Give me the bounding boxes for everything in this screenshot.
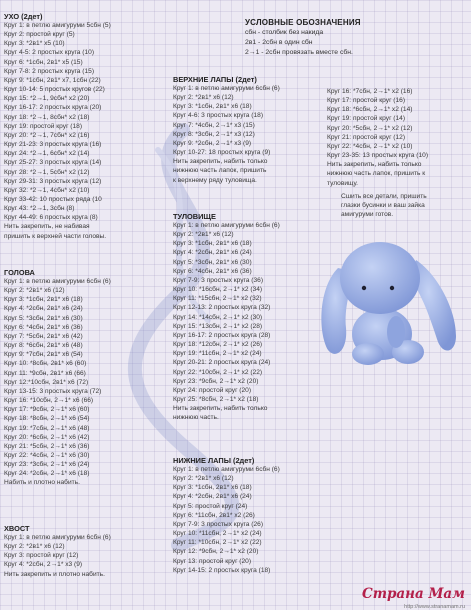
pattern-row: Круг 4: *2сбн, 2в1* х6 (24) [173,493,252,501]
pattern-row: Круг 14-15: 2 простых круга (18) [173,566,271,574]
section-ears [4,12,164,241]
legend-line: 2в1 - 2сбн в один сбн [245,39,313,46]
section-lines [4,21,164,241]
pattern-row: Круг 1: в петлю амигуруми 6сбн (6) [4,278,111,285]
pattern-row: Круг 8: *6сбн, 2в1* х6 (48) [4,342,83,350]
pattern-row: Круг 2: *2в1* х6 (12) [173,231,234,239]
pattern-row: Круг 2: простой круг (5) [4,31,75,39]
section-lower-paws-continued [327,87,471,188]
pattern-row: Нить закрепить, набить только [173,158,268,166]
pattern-row: пришить к верхней части головы. [4,232,107,240]
pattern-row: Круг 23: *3сбн, 2→1* х6 (24) [4,461,90,469]
section-title: ГОЛОВА [4,268,35,277]
pattern-row: Круг 18: *8сбн, 2→1* х6 (54) [4,415,90,423]
pattern-row: Круг 21: простой круг (12) [327,133,406,141]
pattern-row: Круг 21: *5сбн, 2→1* х6 (36) [4,442,90,450]
section-title: ВЕРХНИЕ ЛАПЫ (2дет) [173,75,257,84]
pattern-row: Круг 3: *1сбн, 2в1* х6 (18) [173,103,252,111]
pattern-row: Круг 10: *16сбн, 2→1* х2 (34) [173,286,263,294]
pattern-row: к верхнему ряду туловища. [173,176,257,184]
pattern-row: Круг 33-42: 10 простых ряда (10 [4,195,102,203]
pattern-row: Круг 14: *14сбн, 2→1* х2 (30) [173,313,263,321]
pattern-row: Круг 3: простой круг (12) [4,552,79,560]
pattern-row: Круг 12-13: 2 простых круга (32) [173,304,271,312]
pattern-row: Круг 18: *2→1, 8сбн* х2 (18) [4,113,90,121]
pattern-row: Круг 23: *9сбн, 2→1* х2 (20) [173,377,259,385]
logo-brand: Страна Мам [361,586,465,602]
pattern-row: Круг 12:*10сбн, 2в1* х6 (72) [4,378,89,386]
site-logo [327,580,471,610]
pattern-row: Круг 9: *2сбн, 2→1* х3 (9) [173,139,252,147]
pattern-row: Круг 2: *2в1* х6 (12) [173,475,234,483]
pattern-row: Набить и плотно набить. [4,479,80,487]
pattern-row: Круг 18: *12сбн, 2→1* х2 (26) [173,341,263,349]
pattern-row: Нить закрепить, набить только [173,405,268,413]
pattern-row: Круг 11: *9сбн, 2в1* х6 (66) [4,369,86,377]
pattern-row: Круг 16: *7сбн, 2→1* х2 (16) [327,88,413,95]
pattern-row: Круг 1: в петлю амигуруми 6сбн (6) [4,534,111,541]
pattern-row: амигуруми готов. [341,211,394,219]
pattern-row: Круг 22: *4сбн, 2→1* х2 (10) [327,142,413,150]
legend [245,17,445,58]
pattern-row: Круг 16: *10сбн, 2→1* х6 (66) [4,397,94,405]
pattern-row: Круг 16-17: 2 простых круга (28) [173,331,271,339]
pattern-row: Круг 5: *3сбн, 2в1* х6 (30) [173,258,252,266]
section-lines [173,84,333,185]
section-tail [4,524,164,579]
section-title: ТУЛОВИЩЕ [173,212,216,221]
pattern-row: Круг 20: *2→1, 7сбн* х2 (16) [4,131,90,139]
section-lines [341,192,471,219]
pattern-row: Круг 12: *9сбн, 2→1* х2 (20) [173,548,259,556]
legend-line: сбн - столбик без накида [245,29,324,36]
pattern-row: нижнюю часть лапок, пришить к [327,170,426,178]
pattern-row: Круг 16-17: 2 простых круга (20) [4,104,102,112]
section-finish [341,192,471,219]
pattern-row: Круг 44-49: 6 простых круга (8) [4,214,98,222]
pattern-row: Круг 4: *2сбн, 2в1* х6 (24) [173,249,252,257]
pattern-row: Круг 4: *2сбн, 2→1* х3 (9) [4,561,83,569]
pattern-row: Круг 5: *3сбн, 2в1* х6 (30) [4,314,83,322]
pattern-row: Круг 7: *5сбн, 2в1* х6 (42) [4,332,83,340]
logo-site: http://www.stranamam.ru [404,604,465,610]
pattern-row: Круг 22: *10сбн, 2→1* х2 (22) [173,368,263,376]
pattern-row: Круг 7: *4сбн, 2→1* х3 (15) [173,121,255,129]
pattern-row: Круг 1: в петлю амигуруми 6сбн (6) [173,466,280,473]
pattern-row: Сшить все детали, пришить [341,193,427,200]
pattern-row: Круг 1: в петлю амигуруми 5сбн (5) [4,22,111,29]
pattern-row: Круг 6: *1сбн, 2в1* х5 (15) [4,58,83,66]
pattern-row: Круг 10-27: 18 простых круга (9) [173,149,271,157]
pattern-row: Круг 7-9: 3 простых круга (36) [173,276,264,284]
legend-line: 2→1 - 2сбн провязать вместе сбн. [245,49,353,56]
pattern-row: Круг 1: в петлю амигуруми 6сбн (6) [173,85,280,92]
pattern-row: Круг 13-15: 3 простых круга (72) [4,387,102,395]
pattern-row: Круг 21-23: 3 простых круга (16) [4,141,102,149]
pattern-row: Круг 6: *11сбн, 2в1* х2 (26) [173,511,255,519]
section-title: НИЖНИЕ ЛАПЫ (2дет) [173,456,255,465]
pattern-row: Круг 10: *11сбн, 2→1* х2 (24) [173,530,262,538]
section-lines [4,533,164,579]
section-lines [4,277,164,488]
pattern-row: Круг 3: *1сбн, 2в1* х6 (18) [173,484,252,492]
pattern-row: нижнюю часть лапок, пришить [173,167,267,175]
pattern-row: Круг 43: *2→1, 3сбн (8) [4,205,75,213]
pattern-row: Круг 2: *2в1* х6 (12) [4,543,65,551]
section-title: УХО (2дет) [4,12,43,21]
pattern-row: Круг 28: *2→1, 5сбн* х2 (12) [4,168,90,176]
pattern-row: Круг 8: *3сбн, 2→1* х3 (12) [173,130,255,138]
pattern-row: Круг 4-6: 3 простых круга (18) [173,112,264,120]
section-lower-paws [173,456,333,575]
pattern-row: Круг 2: *2в1* х6 (12) [4,287,65,295]
pattern-row: Круг 3: *2в1* х5 (10) [4,40,65,48]
pattern-row: Круг 3: *1сбн, 2в1* х6 (18) [173,240,252,248]
pattern-row: Круг 13: простой круг (20) [173,557,252,565]
pattern-row: Круг 19: простой круг (18) [4,122,83,130]
pattern-row: Нить закрепить и плотно набить. [4,570,105,578]
pattern-row: Круг 7-9: 3 простых круга (26) [173,520,264,528]
pattern-row: Круг 9: *7сбн, 2в1* х6 (54) [4,351,83,359]
pattern-row: Нить закрепить, набить только [327,161,422,169]
pattern-row: Круг 25: *8сбн, 2→1* х2 (18) [173,395,259,403]
pattern-row: Круг 24: простой круг (20) [173,386,252,394]
bunny-illustration [316,228,468,368]
pattern-row: Круг 15: *2→1, 9сбн* х2 (20) [4,95,90,103]
pattern-row: Круг 4-5: 2 простых круга (10) [4,49,95,57]
pattern-row: Круг 10-14: 5 простых кругов (22) [4,86,105,94]
pattern-row: нижнюю часть. [173,414,219,422]
pattern-row: Круг 5: простой круг (24) [173,502,248,510]
pattern-row: Круг 6: *4сбн, 2в1* х6 (36) [173,267,252,275]
pattern-row: Нить закрепить, не набивая [4,223,90,231]
pattern-row: Круг 20-21: 2 простых круга (24) [173,359,271,367]
pattern-row: Круг 17: *9сбн, 2→1* х6 (60) [4,406,90,414]
pattern-row: Круг 18: *6сбн, 2→1* х2 (14) [327,106,413,114]
pattern-row: Круг 23-35: 13 простых круга (10) [327,152,429,160]
pattern-row: туловищу. [327,179,358,187]
section-body [173,212,333,422]
pattern-row: Круг 19: простой круг (14) [327,115,406,123]
pattern-row: Круг 19: *7сбн, 2→1* х6 (48) [4,424,90,432]
pattern-row: Круг 19: *11сбн, 2→1* х2 (24) [173,350,262,358]
pattern-row: Круг 2: *2в1* х6 (12) [173,94,234,102]
pattern-row: Круг 17: простой круг (16) [327,97,406,105]
pattern-row: Круг 1: в петлю амигуруми 6сбн (6) [173,222,280,229]
pattern-row: Круг 20: *5сбн, 2→1* х2 (12) [327,124,413,132]
section-upper-paws [173,75,333,185]
pattern-row: Круг 10: *8сбн, 2в1* х6 (60) [4,360,87,368]
section-lines [173,465,333,575]
pattern-row: Круг 11: *15сбн, 2→1* х2 (32) [173,295,262,303]
pattern-row: Круг 7-8: 2 простых круга (15) [4,67,95,75]
pattern-row: Круг 4: *2сбн, 2в1* х6 (24) [4,305,83,313]
legend-title: УСЛОВНЫЕ ОБОЗНАЧЕНИЯ [245,18,361,27]
pattern-row: Круг 11: *10сбн, 2→1* х2 (22) [173,539,262,547]
pattern-row: Круг 24: *2сбн, 2→1* х6 (18) [4,470,90,478]
section-head [4,268,164,488]
pattern-row: Круг 3: *1сбн, 2в1* х6 (18) [4,296,83,304]
pattern-row: Круг 25-27: 3 простых круга (14) [4,159,102,167]
pattern-row: Круг 22: *4сбн, 2→1* х6 (30) [4,451,90,459]
section-lines [327,87,471,188]
section-lines [173,221,333,422]
pattern-row: Круг 20: *6сбн, 2→1* х6 (42) [4,433,90,441]
section-title: ХВОСТ [4,524,30,533]
pattern-row: Круг 32: *2→1, 4сбн* х2 (10) [4,186,90,194]
pattern-row: Круг 6: *4сбн, 2в1* х6 (36) [4,323,83,331]
pattern-row: глазки бусинки и ваш зайка [341,202,425,210]
pattern-row: Круг 15: *13сбн, 2→1* х2 (28) [173,322,263,330]
pattern-row: Круг 9: *1сбн, 2в1* х7, 1сбн (22) [4,76,101,84]
pattern-row: Круг 24: *2→1, 6сбн* х2 (14) [4,150,90,158]
pattern-row: Круг 29-31: 3 простых круга (12) [4,177,102,185]
